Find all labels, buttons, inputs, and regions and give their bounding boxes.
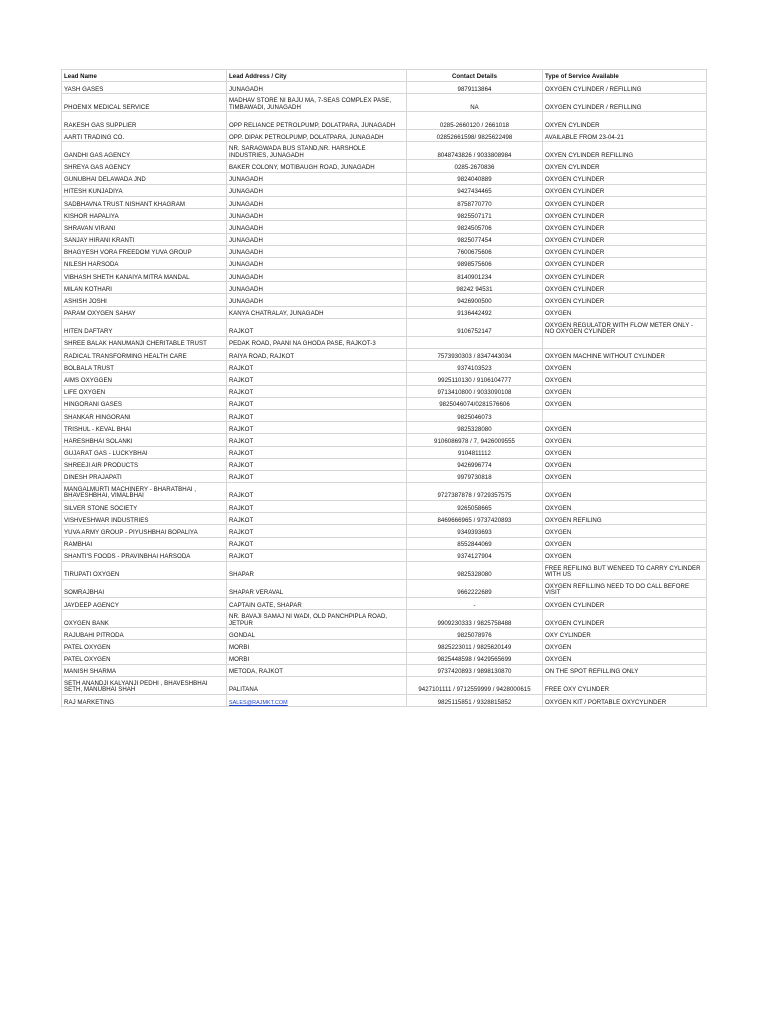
service-type-cell: OXYGEN	[543, 422, 707, 434]
lead-address-cell: JUNAGADH	[227, 172, 407, 184]
table-row	[62, 172, 707, 184]
lead-address-cell: RAJKOT	[227, 470, 407, 482]
service-type-cell: OXYGEN	[543, 537, 707, 549]
lead-name-cell: HITESH KUNJADIYA	[62, 184, 227, 196]
lead-address-cell: RAJKOT	[227, 458, 407, 470]
contact-details-cell: 9925110130 / 9106104777	[407, 373, 543, 385]
contact-details-cell: 9136442492	[407, 306, 543, 318]
table-row	[62, 694, 707, 706]
lead-name-cell: GANDHI GAS AGENCY	[62, 142, 227, 160]
lead-address-cell: OPP. DIPAK PETROLPUMP, DOLATPARA, JUNAGADH	[227, 130, 407, 142]
table-row	[62, 470, 707, 482]
table-row	[62, 282, 707, 294]
header-contact-details: Contact Details	[407, 70, 543, 82]
lead-address-cell: RAJKOT	[227, 501, 407, 513]
lead-name-cell: SHREEJI AIR PRODUCTS	[62, 458, 227, 470]
lead-name-cell: HARESHBHAI SOLANKI	[62, 434, 227, 446]
table-row	[62, 209, 707, 221]
lead-address-cell: BAKER COLONY, MOTIBAUGH ROAD, JUNAGADH	[227, 160, 407, 172]
lead-name-cell: YUVA ARMY GROUP - PIYUSHBHAI BOPALIYA	[62, 525, 227, 537]
table-row	[62, 142, 707, 160]
lead-address-cell: RAJKOT	[227, 385, 407, 397]
service-type-cell: OXYGEN	[543, 397, 707, 409]
contact-details-cell: 8758770770	[407, 196, 543, 208]
lead-name-cell: VIBHASH SHETH KANAIYA MITRA MANDAL	[62, 270, 227, 282]
lead-name-cell: SANJAY HIRANI KRANTI	[62, 233, 227, 245]
lead-address-cell: RAJKOT	[227, 549, 407, 561]
lead-name-cell: MANGALMURTI MACHINERY - BHARATBHAI , BHAVESHBHAI, VIMALBHAI	[62, 483, 227, 501]
lead-name-cell: SOMRAJBHAI	[62, 580, 227, 598]
service-type-cell: ON THE SPOT REFILLING ONLY	[543, 664, 707, 676]
lead-address-cell: PALITANA	[227, 676, 407, 694]
service-type-cell: OXYGEN CYLINDER	[543, 270, 707, 282]
table-row	[62, 458, 707, 470]
lead-name-cell: YASH GASES	[62, 82, 227, 94]
service-type-cell: OXYEN CYLINDER REFILLING	[543, 142, 707, 160]
lead-name-cell: NILESH HARSODA	[62, 257, 227, 269]
service-type-cell: OXYGEN CYLINDER	[543, 294, 707, 306]
contact-details-cell: 9374127904	[407, 549, 543, 561]
service-type-cell: OXYGEN CYLINDER	[543, 221, 707, 233]
table-row	[62, 245, 707, 257]
table-row	[62, 549, 707, 561]
contact-details-cell: 9727387878 / 9729357575	[407, 483, 543, 501]
contact-details-cell: 9825078976	[407, 628, 543, 640]
lead-name-cell: AARTI TRADING CO.	[62, 130, 227, 142]
contact-details-cell: 8469666965 / 9737420893	[407, 513, 543, 525]
lead-name-cell: SILVER STONE SOCIETY	[62, 501, 227, 513]
contact-details-cell: 9426900500	[407, 294, 543, 306]
contact-details-cell: 9979730818	[407, 470, 543, 482]
lead-address-cell: KANYA CHATRALAY, JUNAGADH	[227, 306, 407, 318]
lead-name-cell: DINESH PRAJAPATI	[62, 470, 227, 482]
service-type-cell: OXYGEN CYLINDER	[543, 610, 707, 628]
lead-address-cell: RAJKOT	[227, 397, 407, 409]
spreadsheet-page	[61, 69, 706, 707]
table-row	[62, 349, 707, 361]
service-type-cell: OXYGEN CYLINDER	[543, 196, 707, 208]
lead-address-cell: JUNAGADH	[227, 257, 407, 269]
table-row	[62, 336, 707, 348]
contact-details-cell: 8140901234	[407, 270, 543, 282]
table-row	[62, 233, 707, 245]
lead-name-cell: PATEL OXYGEN	[62, 640, 227, 652]
header-lead-name: Lead Name	[62, 70, 227, 82]
contact-details-cell: 7573930303 / 8347443034	[407, 349, 543, 361]
service-type-cell: OXYGEN REFILING	[543, 513, 707, 525]
contact-details-cell: -	[407, 598, 543, 610]
lead-name-cell: OXYGEN BANK	[62, 610, 227, 628]
contact-details-cell: 9825046074/0281576606	[407, 397, 543, 409]
lead-address-cell: JUNAGADH	[227, 184, 407, 196]
email-link[interactable]: SALES@RAJMKT.COM	[227, 694, 407, 706]
lead-address-cell: JUNAGADH	[227, 209, 407, 221]
contact-details-cell: 9427434465	[407, 184, 543, 196]
contact-details-cell: NA	[407, 94, 543, 112]
table-row	[62, 94, 707, 112]
table-row	[62, 598, 707, 610]
lead-address-cell: RAJKOT	[227, 318, 407, 336]
contact-details-cell: 0285-2660120 / 2661018	[407, 112, 543, 130]
lead-name-cell: GUNUBHAI DELAWADA JND	[62, 172, 227, 184]
contact-details-cell: 9825448598 / 9429565699	[407, 652, 543, 664]
contact-details-cell: 9265058665	[407, 501, 543, 513]
service-type-cell: OXYGEN	[543, 446, 707, 458]
contact-details-cell: 9662222689	[407, 580, 543, 598]
lead-address-cell: RAJKOT	[227, 446, 407, 458]
table-row	[62, 483, 707, 501]
lead-name-cell: AIMS OXYGGEN	[62, 373, 227, 385]
service-type-cell: OXYGEN CYLINDER	[543, 172, 707, 184]
contact-details-cell: 9825077454	[407, 233, 543, 245]
lead-address-cell: MORBI	[227, 652, 407, 664]
service-type-cell: OXYGEN	[543, 373, 707, 385]
table-row	[62, 422, 707, 434]
lead-name-cell: TRISHUL - KEVAL BHAI	[62, 422, 227, 434]
contact-details-cell: 9825046073	[407, 409, 543, 421]
service-type-cell: OXYEN CYLINDER	[543, 160, 707, 172]
contact-details-cell: 9825507171	[407, 209, 543, 221]
lead-address-cell: RAJKOT	[227, 409, 407, 421]
lead-address-cell: JUNAGADH	[227, 82, 407, 94]
table-row	[62, 160, 707, 172]
contact-details-cell: 0285-2670836	[407, 160, 543, 172]
service-type-cell: OXYGEN	[543, 434, 707, 446]
table-row	[62, 610, 707, 628]
lead-name-cell: SETH ANANDJI KALYANJI PEDHI , BHAVESHBHAI SETH, MANUBHAI SHAH	[62, 676, 227, 694]
table-row	[62, 434, 707, 446]
service-type-cell: OXYGEN CYLINDER	[543, 245, 707, 257]
lead-address-cell: SHAPAR	[227, 562, 407, 580]
table-row	[62, 580, 707, 598]
lead-address-cell: RAJKOT	[227, 373, 407, 385]
contact-details-cell: 9825328080	[407, 422, 543, 434]
table-row	[62, 397, 707, 409]
header-row	[62, 70, 707, 82]
table-row	[62, 257, 707, 269]
table-row	[62, 306, 707, 318]
service-type-cell: OXYGEN	[543, 549, 707, 561]
lead-address-cell: RAJKOT	[227, 537, 407, 549]
service-type-cell: OXYGEN	[543, 525, 707, 537]
lead-address-cell: RAJKOT	[227, 361, 407, 373]
contact-details-cell: 8048743826 / 9033808984	[407, 142, 543, 160]
table-row	[62, 628, 707, 640]
lead-address-cell: JUNAGADH	[227, 270, 407, 282]
lead-address-cell: JUNAGADH	[227, 282, 407, 294]
table-row	[62, 501, 707, 513]
lead-name-cell: MANISH SHARMA	[62, 664, 227, 676]
lead-name-cell: BHAGYESH VORA FREEDOM YUVA GROUP	[62, 245, 227, 257]
service-type-cell: OXYGEN	[543, 652, 707, 664]
service-type-cell: OXY CYLINDER	[543, 628, 707, 640]
table-row	[62, 664, 707, 676]
service-type-cell: OXYGEN	[543, 306, 707, 318]
service-type-cell	[543, 409, 707, 421]
lead-address-cell: RAIYA ROAD, RAJKOT	[227, 349, 407, 361]
table-row	[62, 361, 707, 373]
lead-address-cell: CAPTAIN GATE, SHAPAR	[227, 598, 407, 610]
contact-details-cell: 02852661598/ 9825622498	[407, 130, 543, 142]
contact-details-cell: 9374103523	[407, 361, 543, 373]
table-row	[62, 130, 707, 142]
lead-name-cell: SHREE BALAK HANUMANJI CHERITABLE TRUST	[62, 336, 227, 348]
lead-name-cell: SHRAVAN VIRANI	[62, 221, 227, 233]
service-type-cell: OXYGEN	[543, 640, 707, 652]
table-row	[62, 676, 707, 694]
table-row	[62, 652, 707, 664]
lead-name-cell: TIRUPATI OXYGEN	[62, 562, 227, 580]
lead-name-cell: PATEL OXYGEN	[62, 652, 227, 664]
service-type-cell: OXYGEN REFILLING NEED TO DO CALL BEFORE VISIT	[543, 580, 707, 598]
contact-details-cell: 9106086978 / 7, 9426009555	[407, 434, 543, 446]
lead-address-cell: NR. BAVAJI SAMAJ NI WADI, OLD PANCHPIPLA ROAD, JETPUR	[227, 610, 407, 628]
service-type-cell: OXYGEN	[543, 458, 707, 470]
lead-name-cell: GUJARAT GAS - LUCKYBHAI	[62, 446, 227, 458]
service-type-cell: OXYGEN CYLINDER	[543, 184, 707, 196]
lead-address-cell: NR. SARAGWADA BUS STAND,NR. HARSHOLE INDUSTRIES, JUNAGADH	[227, 142, 407, 160]
contact-details-cell: 9825223011 / 9825620149	[407, 640, 543, 652]
service-type-cell: OXYGEN	[543, 501, 707, 513]
table-row	[62, 373, 707, 385]
table-row	[62, 562, 707, 580]
lead-address-cell: JUNAGADH	[227, 196, 407, 208]
contact-details-cell: 9879113864	[407, 82, 543, 94]
lead-name-cell: PHOENIX MEDICAL SERVICE	[62, 94, 227, 112]
service-type-cell: OXYGEN CYLINDER	[543, 598, 707, 610]
lead-name-cell: HITEN DAFTARY	[62, 318, 227, 336]
contact-details-cell: 98242 94531	[407, 282, 543, 294]
lead-name-cell: KISHOR HAPALIYA	[62, 209, 227, 221]
lead-name-cell: ASHISH JOSHI	[62, 294, 227, 306]
service-type-cell: OXYGEN REGULATOR WITH FLOW METER ONLY - NO OXYGEN CYLINDER	[543, 318, 707, 336]
service-type-cell: OXYGEN CYLINDER	[543, 233, 707, 245]
table-row	[62, 446, 707, 458]
contact-details-cell: 9106752147	[407, 318, 543, 336]
lead-address-cell: PEDAK ROAD, PAANI NA GHODA PASE, RAJKOT-3	[227, 336, 407, 348]
contact-details-cell: 9104811112	[407, 446, 543, 458]
contact-details-cell: 9426996774	[407, 458, 543, 470]
table-row	[62, 513, 707, 525]
lead-address-cell: SHAPAR VERAVAL	[227, 580, 407, 598]
contact-details-cell: 9824040889	[407, 172, 543, 184]
service-type-cell: OXYGEN CYLINDER	[543, 209, 707, 221]
contact-details-cell: 9825328080	[407, 562, 543, 580]
table-row	[62, 112, 707, 130]
lead-name-cell: SHANKAR HINGORANI	[62, 409, 227, 421]
lead-address-cell: RAJKOT	[227, 513, 407, 525]
table-row	[62, 221, 707, 233]
lead-address-cell: JUNAGADH	[227, 294, 407, 306]
lead-name-cell: PARAM OXYGEN SAHAY	[62, 306, 227, 318]
contact-details-cell: 9427101111 / 9712559999 / 9428000615	[407, 676, 543, 694]
lead-address-cell: JUNAGADH	[227, 233, 407, 245]
contact-details-cell: 9713410800 / 9033090108	[407, 385, 543, 397]
lead-address-cell: RAJKOT	[227, 483, 407, 501]
table-row	[62, 385, 707, 397]
table-body	[62, 82, 707, 707]
lead-address-cell: MADHAV STORE NI BAJU MA, 7-SEAS COMPLEX PASE, TIMBAWADI, JUNAGADH	[227, 94, 407, 112]
lead-address-cell: OPP RELIANCE PETROLPUMP, DOLATPARA, JUNAGADH	[227, 112, 407, 130]
lead-name-cell: VISHVESHWAR INDUSTRIES	[62, 513, 227, 525]
table-row	[62, 294, 707, 306]
contact-details-cell: 9909230333 / 9825758488	[407, 610, 543, 628]
contact-details-cell: 9825115851 / 9328815852	[407, 694, 543, 706]
lead-name-cell: RADICAL TRANSFORMING HEALTH CARE	[62, 349, 227, 361]
service-type-cell: FREE OXY CYLINDER	[543, 676, 707, 694]
contact-details-cell: 9824505706	[407, 221, 543, 233]
oxygen-leads-table	[61, 69, 707, 707]
contact-details-cell: 8552844069	[407, 537, 543, 549]
lead-address-cell: JUNAGADH	[227, 245, 407, 257]
service-type-cell: AVAILABLE FROM 23-04-21	[543, 130, 707, 142]
table-row	[62, 525, 707, 537]
service-type-cell: OXYGEN	[543, 483, 707, 501]
service-type-cell: OXYGEN CYLINDER	[543, 257, 707, 269]
table-row	[62, 82, 707, 94]
lead-name-cell: RAJUBAHI PITRODA	[62, 628, 227, 640]
table-row	[62, 409, 707, 421]
service-type-cell: OXYEN CYLINDER	[543, 112, 707, 130]
lead-name-cell: RAMBHAI	[62, 537, 227, 549]
service-type-cell: OXYGEN KIT / PORTABLE OXYCYLINDER	[543, 694, 707, 706]
lead-name-cell: LIFE OXYGEN	[62, 385, 227, 397]
table-row	[62, 318, 707, 336]
table-row	[62, 184, 707, 196]
contact-details-cell: 9737420893 / 9898130870	[407, 664, 543, 676]
table-row	[62, 196, 707, 208]
lead-address-cell: MORBI	[227, 640, 407, 652]
table-row	[62, 537, 707, 549]
lead-name-cell: SHANTI'S FOODS - PRAVINBHAI HARSODA	[62, 549, 227, 561]
table-row	[62, 270, 707, 282]
lead-name-cell: JAYDEEP AGENCY	[62, 598, 227, 610]
contact-details-cell	[407, 336, 543, 348]
lead-name-cell: BOLBALA TRUST	[62, 361, 227, 373]
header-service-type: Type of Service Available	[543, 70, 707, 82]
lead-address-cell: JUNAGADH	[227, 221, 407, 233]
service-type-cell: OXYGEN CYLINDER / REFILLING	[543, 94, 707, 112]
contact-details-cell: 7600675606	[407, 245, 543, 257]
contact-details-cell: 9898575606	[407, 257, 543, 269]
table-header	[62, 70, 707, 82]
service-type-cell: OXYGEN CYLINDER	[543, 282, 707, 294]
lead-name-cell: SHREYA GAS AGENCY	[62, 160, 227, 172]
lead-address-cell: GONDAL	[227, 628, 407, 640]
lead-name-cell: HINGORANI GASES	[62, 397, 227, 409]
lead-name-cell: RAKESH GAS SUPPLIER	[62, 112, 227, 130]
service-type-cell: OXYGEN	[543, 470, 707, 482]
service-type-cell	[543, 336, 707, 348]
lead-address-cell: RAJKOT	[227, 422, 407, 434]
service-type-cell: FREE REFILING BUT WENEED TO CARRY CYLINDER WITH US	[543, 562, 707, 580]
lead-address-cell: METODA, RAJKOT	[227, 664, 407, 676]
lead-name-cell: SADBHAVNA TRUST NISHANT KHAGRAM	[62, 196, 227, 208]
service-type-cell: OXYGEN	[543, 361, 707, 373]
service-type-cell: OXYGEN CYLINDER / REFILLING	[543, 82, 707, 94]
service-type-cell: OXYGEN	[543, 385, 707, 397]
lead-name-cell: RAJ MARKETING	[62, 694, 227, 706]
contact-details-cell: 9349393693	[407, 525, 543, 537]
lead-address-cell: RAJKOT	[227, 434, 407, 446]
service-type-cell: OXYGEN MACHINE WITHOUT CYLINDER	[543, 349, 707, 361]
lead-name-cell: MILAN KOTHARI	[62, 282, 227, 294]
lead-address-cell: RAJKOT	[227, 525, 407, 537]
header-lead-address: Lead Address / City	[227, 70, 407, 82]
table-row	[62, 640, 707, 652]
